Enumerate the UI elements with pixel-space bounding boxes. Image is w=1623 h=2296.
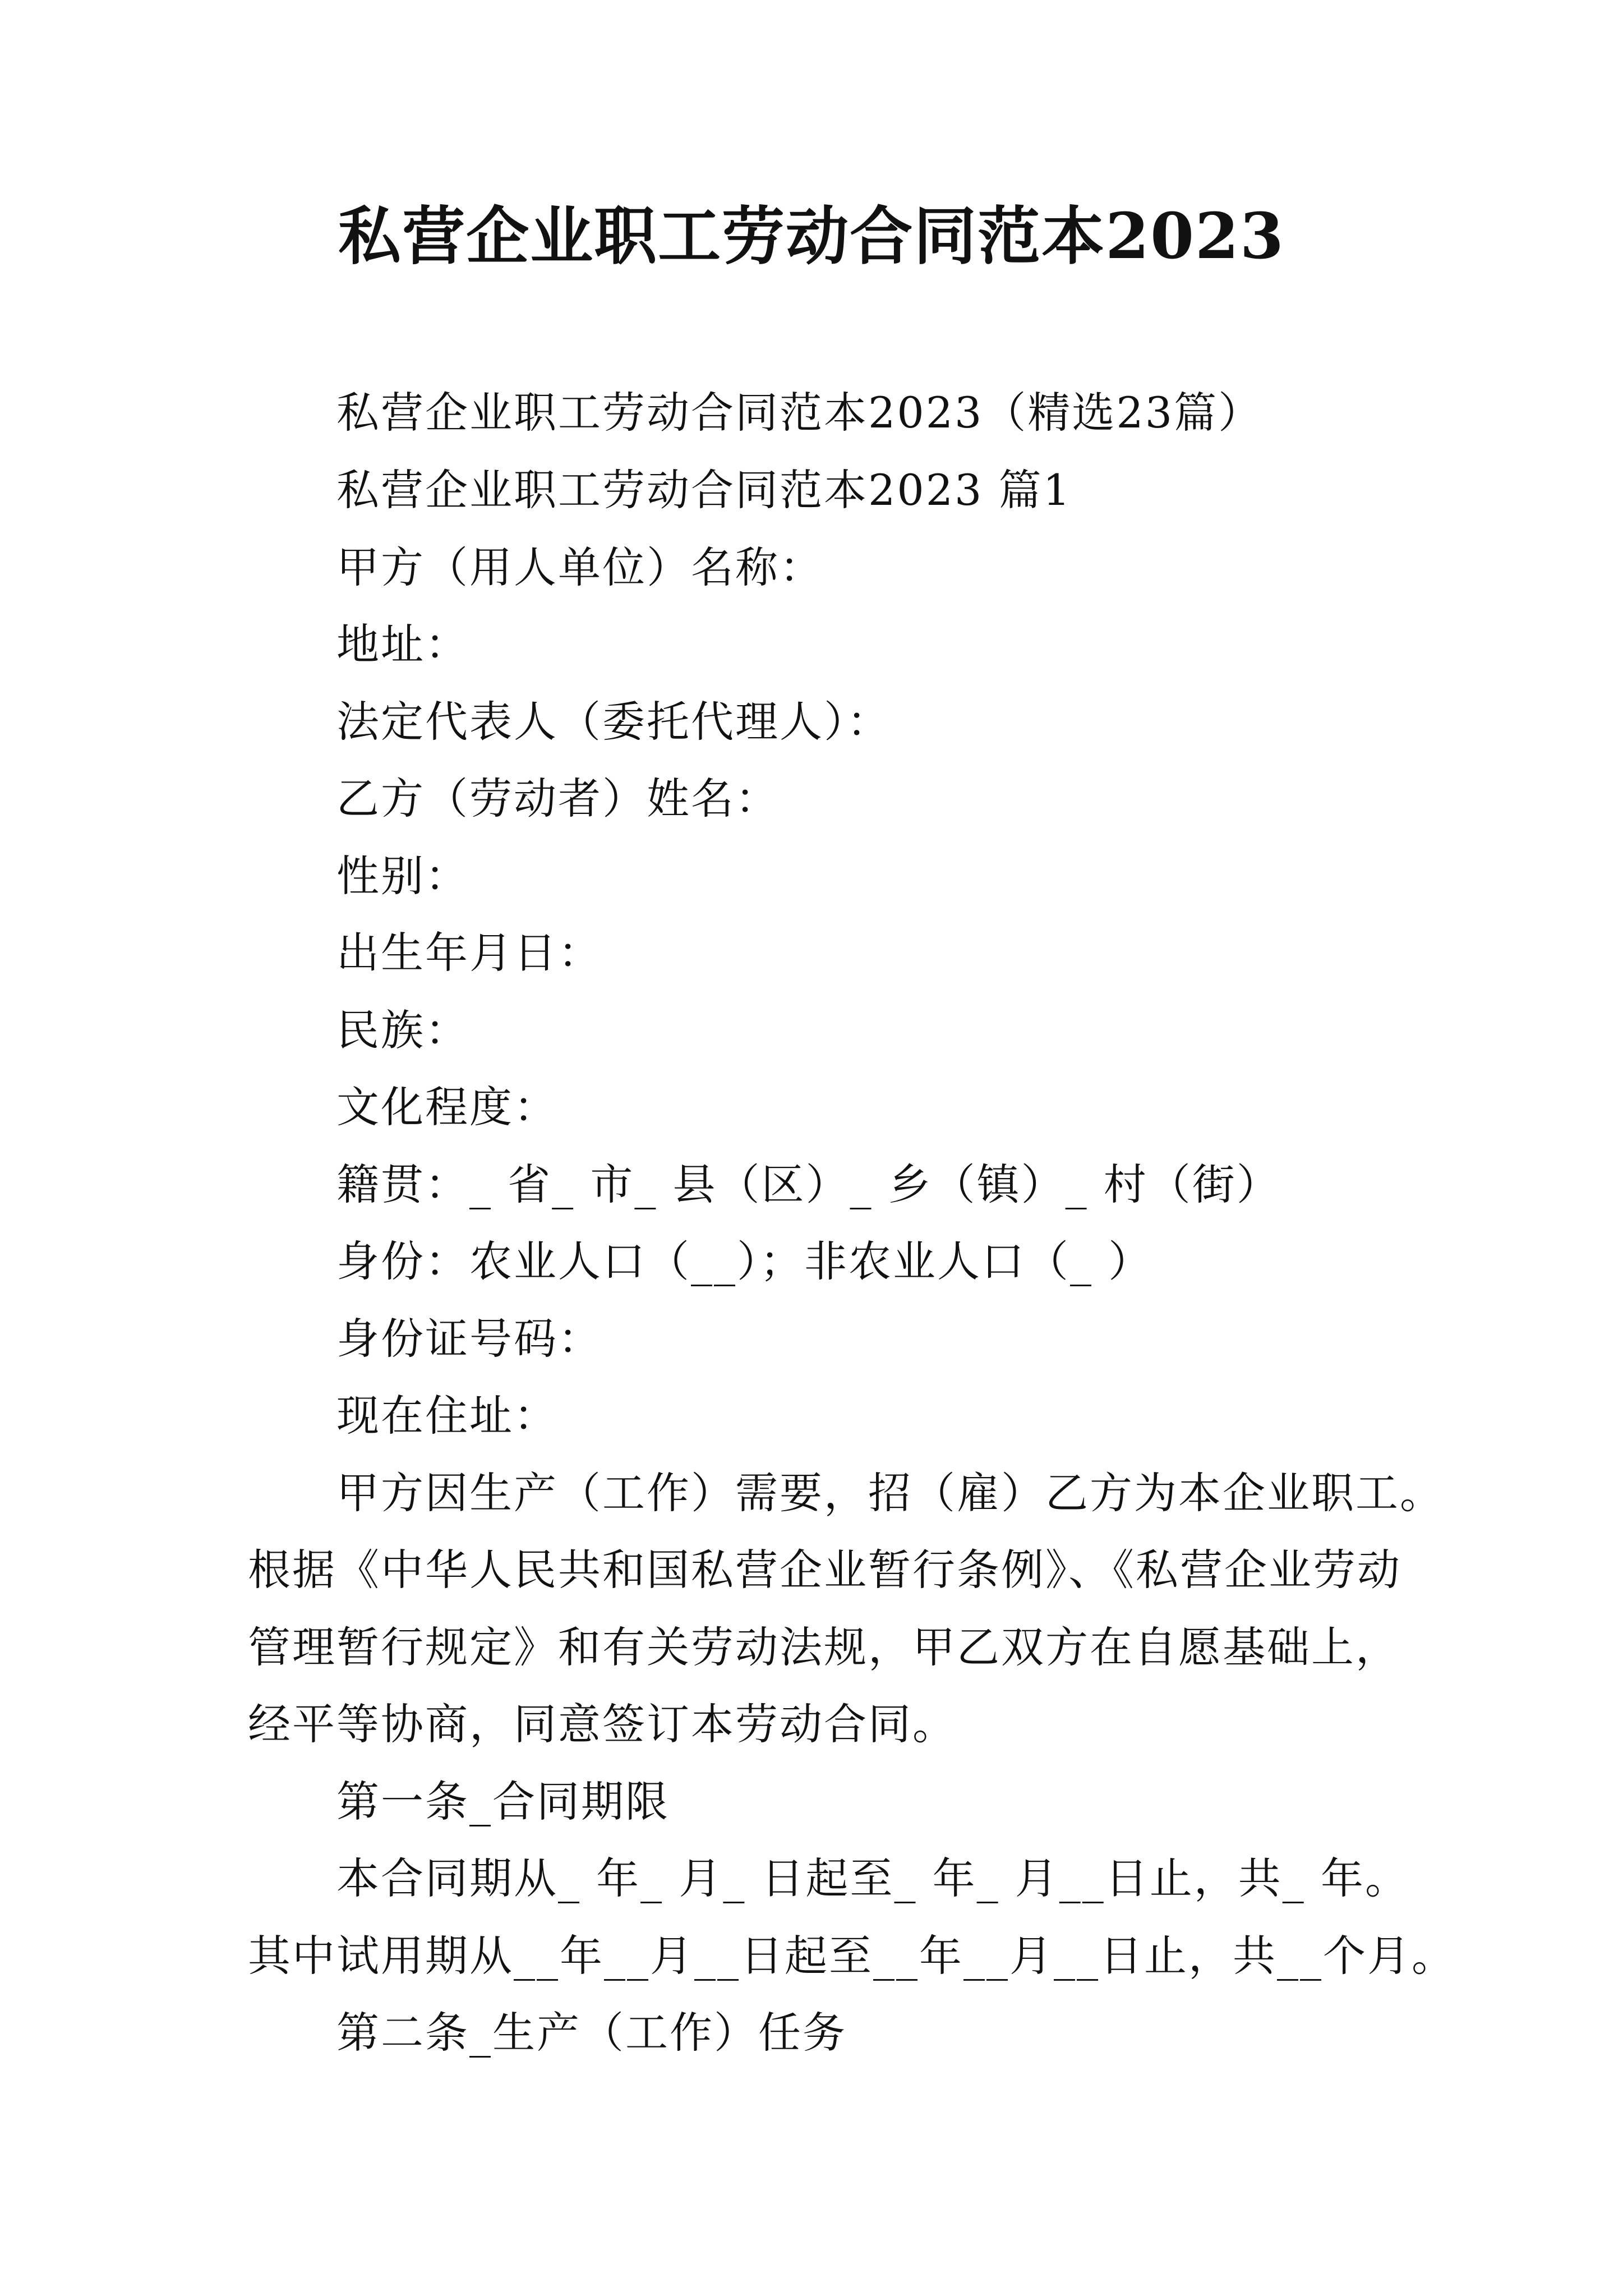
- identity-type-field: 身份：农业人口（__）；非农业人口（_ ）: [336, 1236, 1153, 1286]
- preamble-line: 管理暂行规定》和有关劳动法规，甲乙双方在自愿基础上，: [248, 1622, 1400, 1672]
- birth-date-field: 出生年月日：: [336, 928, 602, 978]
- article-1-heading: 第一条_合同期限: [336, 1777, 670, 1826]
- gender-field: 性别：: [336, 851, 469, 901]
- document-title: 私营企业职工劳动合同范本2023: [338, 200, 1285, 273]
- party-a-name-field: 甲方（用人单位）名称：: [336, 542, 824, 592]
- preamble-line: 甲方因生产（工作）需要，招（雇）乙方为本企业职工。: [336, 1468, 1444, 1518]
- native-place-field: 籍贯：_ 省_ 市_ 县（区）_ 乡（镇）_ 村（街）: [336, 1159, 1281, 1209]
- ethnicity-field: 民族：: [336, 1005, 469, 1055]
- article-2-heading: 第二条_生产（工作）任务: [336, 2008, 847, 2058]
- preamble-line: 经平等协商，同意签订本劳动合同。: [248, 1699, 957, 1749]
- party-b-name-field: 乙方（劳动者）姓名：: [336, 774, 780, 823]
- id-number-field: 身份证号码：: [336, 1314, 602, 1364]
- legal-representative-field: 法定代表人（委托代理人）：: [336, 697, 891, 747]
- contract-term-line: 本合同期从_ 年_ 月_ 日起至_ 年_ 月__日止，共_ 年。: [336, 1853, 1409, 1903]
- section-heading: 私营企业职工劳动合同范本2023 篇1: [336, 465, 1072, 515]
- collection-heading: 私营企业职工劳动合同范本2023（精选23篇）: [336, 388, 1263, 438]
- preamble-line: 根据《中华人民共和国私营企业暂行条例》、《私营企业劳动: [248, 1545, 1401, 1595]
- education-level-field: 文化程度：: [336, 1082, 558, 1132]
- probation-term-line: 其中试用期从__年__月__日起至__年__月__日止，共__个月。: [248, 1931, 1456, 1981]
- address-field: 地址：: [336, 619, 469, 669]
- current-address-field: 现在住址：: [336, 1391, 558, 1441]
